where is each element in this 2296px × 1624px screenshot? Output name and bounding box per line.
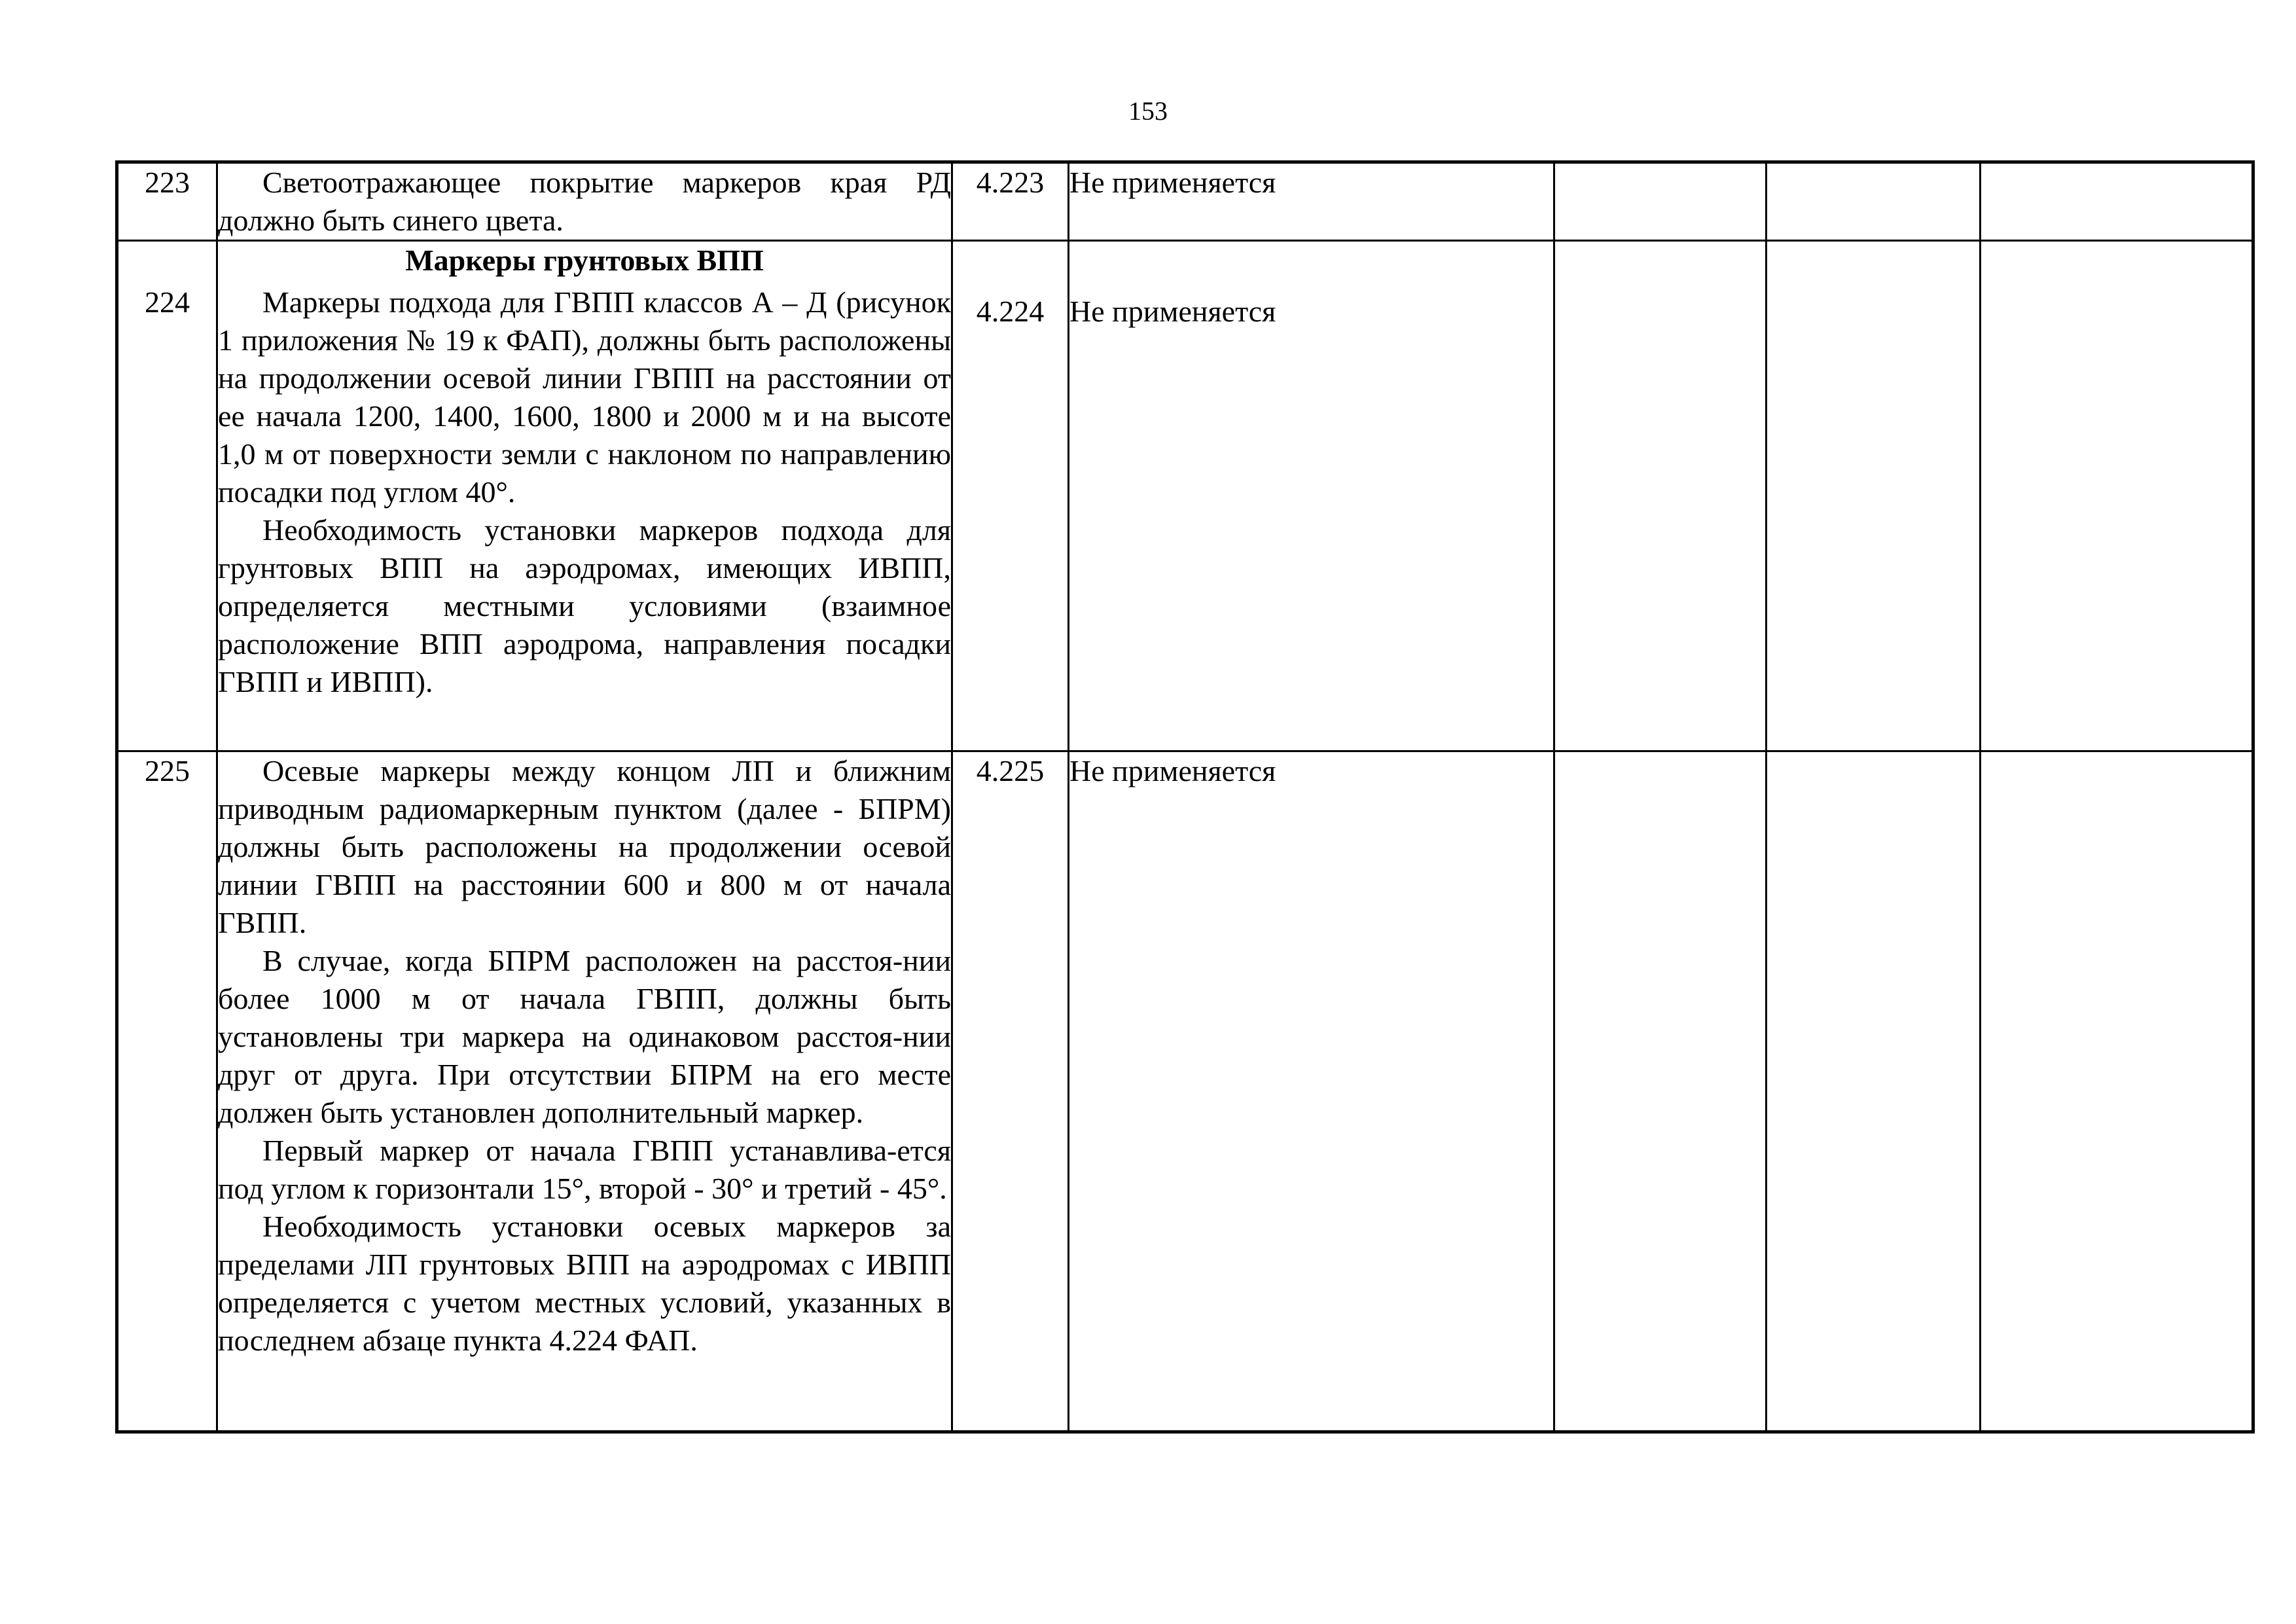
- row-number-cell: [117, 751, 217, 1432]
- requirement-paragraph: Светоотражающее покрытие маркеров края РД должно быть синего цвета.: [218, 166, 951, 237]
- clause-number-cell: [952, 751, 1069, 1432]
- clause-number: 4.224: [976, 295, 1045, 328]
- requirement-paragraph: Необходимость установки осевых маркеров за пределами ЛП грунтовых ВПП на аэродромах с ИВПП определяется с учетом местных условий, указанных в последнем абзаце пункта 4.224 ФАП.: [218, 1210, 951, 1357]
- requirement-text-cell: [217, 162, 952, 241]
- status-cell: [1069, 241, 1554, 751]
- row-number: 224: [145, 285, 190, 319]
- status-cell: [1069, 162, 1554, 241]
- empty-cell: [1554, 751, 1767, 1432]
- empty-cell: [1981, 241, 2253, 751]
- requirement-text-cell: [217, 751, 952, 1432]
- empty-cell: [1981, 162, 2253, 241]
- requirements-table: [115, 160, 2255, 1434]
- empty-cell: [1767, 162, 1981, 241]
- requirement-paragraph: Осевые маркеры между концом ЛП и ближним приводным радиомаркерным пунктом (далее - БПРМ) должны быть расположены на продолжении осевой линии ГВПП на расстоянии 600 и 800 м от начала ГВПП.: [218, 754, 951, 939]
- empty-cell: [1767, 751, 1981, 1432]
- page-number: 153: [1128, 96, 1168, 126]
- empty-cell: [1554, 241, 1767, 751]
- clause-number-cell: [952, 162, 1069, 241]
- empty-cell: [1767, 241, 1981, 751]
- empty-cell: [1981, 751, 2253, 1432]
- table-row: [117, 751, 2253, 1432]
- row-number: 225: [145, 754, 190, 787]
- table-row: [117, 241, 2253, 751]
- row-number-cell: [117, 241, 217, 751]
- clause-number: 4.223: [976, 166, 1045, 199]
- table-row: [117, 162, 2253, 241]
- empty-cell: [1554, 162, 1767, 241]
- row-number-cell: [117, 162, 217, 241]
- status-text: Не применяется: [1069, 754, 1276, 787]
- requirement-paragraph: Необходимость установки маркеров подхода для грунтовых ВПП на аэродромах, имеющих ИВПП, определяется местными условиями (взаимное расположение ВПП аэродрома, направления посадки ГВПП и ИВПП).: [218, 513, 951, 698]
- status-text: Не применяется: [1069, 295, 1276, 328]
- clause-number: 4.225: [976, 754, 1045, 787]
- row-number: 223: [145, 166, 190, 199]
- clause-number-cell: [952, 241, 1069, 751]
- section-heading: Маркеры грунтовых ВПП: [405, 244, 764, 277]
- status-cell: [1069, 751, 1554, 1432]
- requirement-paragraph: В случае, когда БПРМ расположен на расстоя-нии более 1000 м от начала ГВПП, должны быть установлены три маркера на одинаковом расстоя-нии друг от друга. При отсутствии БПРМ на его месте должен быть установлен дополнительный маркер.: [218, 944, 951, 1129]
- requirement-paragraph: Маркеры подхода для ГВПП классов А – Д (рисунок 1 приложения № 19 к ФАП), должны быть расположены на продолжении осевой линии ГВПП на расстоянии от ее начала 1200, 1400, 1600, 1800 и 2000 м и на высоте 1,0 м от поверхности земли с наклоном по направлению посадки под углом 40°.: [218, 285, 951, 509]
- requirement-paragraph: Первый маркер от начала ГВПП устанавлива-ется под углом к горизонтали 15°, второй - 30° и третий - 45°.: [218, 1134, 951, 1205]
- status-text: Не применяется: [1069, 166, 1276, 199]
- requirement-text-cell: [217, 241, 952, 751]
